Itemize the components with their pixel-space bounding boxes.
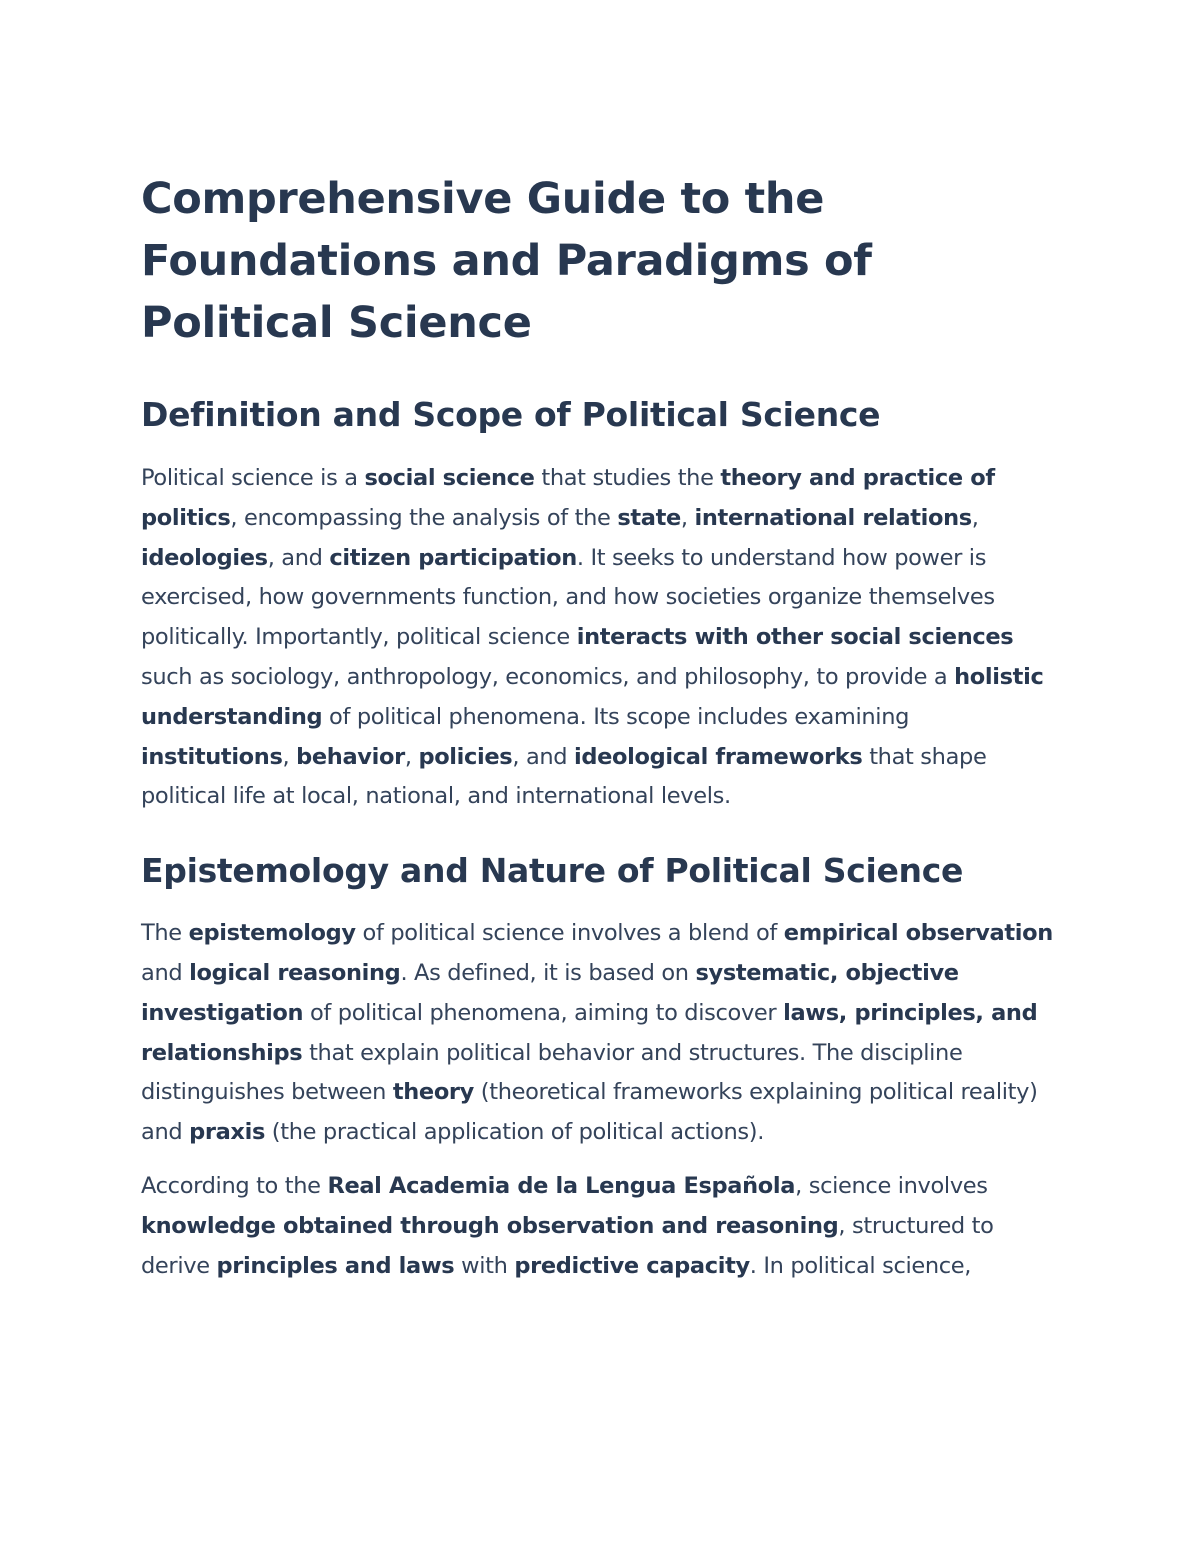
bold-term: state — [617, 504, 681, 531]
bold-term: predictive capacity — [514, 1252, 750, 1279]
bold-term: epistemology — [188, 920, 356, 947]
section-epistemology — [141, 848, 1060, 1286]
bold-term: Real Academia de la Lengua Española — [327, 1172, 796, 1199]
section-heading-epistemology: Epistemology and Nature of Political Science — [141, 851, 964, 891]
paragraph-definition-scope: Political science is a social science that studies the theory and practice of politics, encompassing the analysis of the state, international relations, ideologies, and citizen participation. It seeks to understand how power is exercised, how governments function, and how societies organize themselves politically. Importantly, political science interacts with other social sciences such as sociology, anthropology, economics, and philosophy, to provide a holistic understanding of political phenomena. Its scope includes examining institutions, behavior, policies, and ideological frameworks that shape political life at local, national, and international levels. — [141, 465, 1044, 810]
bold-term: ideological frameworks — [574, 743, 863, 770]
bold-term: holistic understanding — [141, 663, 1044, 730]
bold-term: social science — [364, 465, 535, 491]
bold-term: interacts with other social sciences — [576, 624, 1014, 651]
bold-term: citizen participation — [329, 544, 577, 571]
bold-term: knowledge obtained through observation and reasoning — [141, 1212, 839, 1239]
section-definition-scope — [141, 392, 1060, 817]
section-heading-definition-scope: Definition and Scope of Political Science — [141, 395, 881, 434]
paragraph-epistemology-1: The epistemology of political science involves a blend of empirical observation and logical reasoning. As defined, it is based on systematic, objective investigation of political phenomena, aiming to discover laws, principles, and relationships that explain political behavior and structures. The discipline distinguishes between theory (theoretical frameworks explaining political reality) and praxis (the practical application of political actions). — [141, 920, 1053, 1146]
bold-term: behavior — [296, 743, 405, 770]
bold-term: theory — [392, 1079, 474, 1106]
bold-term: laws, principles, and relationships — [141, 999, 1038, 1066]
bold-term: logical reasoning — [189, 959, 401, 986]
paragraph-epistemology-2: According to the Real Academia de la Lengua Española, science involves knowledge obtained through observation and reasoning, structured to derive principles and laws with predictive capacity. In political science, — [141, 1172, 994, 1279]
bold-term: systematic, objective investigation — [141, 959, 959, 1026]
bold-term: international relations — [694, 504, 972, 531]
bold-term: principles and laws — [216, 1252, 455, 1279]
bold-term: policies — [418, 743, 513, 770]
bold-term: praxis — [189, 1119, 265, 1146]
bold-term: institutions — [141, 743, 283, 770]
bold-term: ideologies — [141, 544, 268, 571]
bold-term: empirical observation — [783, 920, 1053, 947]
document-title: Comprehensive Guide to the Foundations and Paradigms of Political Science — [141, 174, 872, 348]
bold-term: theory and practice of politics — [141, 465, 995, 531]
